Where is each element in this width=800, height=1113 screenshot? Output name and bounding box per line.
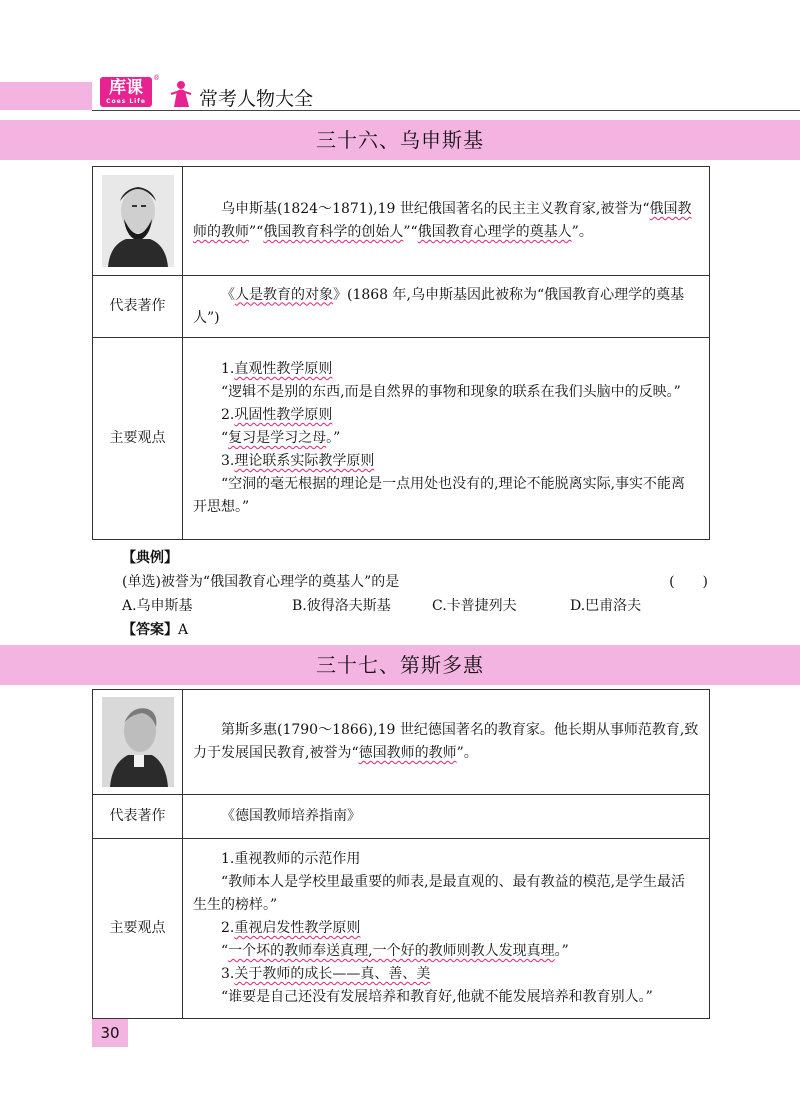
principle-num: 2.	[221, 920, 235, 936]
works-cell	[183, 276, 710, 338]
principle-1-quote: “逻辑不是别的东西,而是自然界的事物和现象的联系在我们头脑中的反映。”	[221, 384, 681, 400]
section-title: 三十六、乌申斯基	[316, 128, 484, 152]
works-post: 》(1868 年,乌申斯基因此被称为“俄国教育心理学的奠基人”)	[193, 286, 685, 326]
principle-2-highlight: 重视启发性教学原则	[234, 920, 361, 936]
principle-1-title	[193, 358, 699, 381]
portrait-ushinsky-image	[102, 175, 174, 267]
principle-2-title	[193, 917, 699, 940]
quote-post: 。”	[554, 943, 569, 959]
quote-highlight: 复习是学习之母	[228, 430, 327, 446]
principle-2-quote	[193, 427, 699, 450]
header-pink-tab	[0, 82, 92, 110]
header-title: 常考人物大全	[199, 88, 314, 110]
option-b: B.彼得洛夫斯基	[292, 598, 391, 614]
intro-highlight-2: 俄国教育科学的创始人	[263, 224, 404, 240]
intro-mid-1: ”“	[249, 224, 264, 240]
kuke-logo	[100, 77, 152, 107]
intro-text	[193, 198, 699, 244]
principle-2-title	[193, 404, 699, 427]
principle-3-title	[193, 963, 699, 986]
principle-1-title: 1.重视教师的示范作用	[221, 851, 361, 867]
quote-pre: “	[221, 943, 229, 959]
works-text: 《德国教师培养指南》	[221, 808, 361, 824]
option-c: C.卡普捷列夫	[432, 598, 517, 614]
intro-highlight-1: 俄国教师的教师	[193, 201, 692, 240]
figure-icon	[168, 80, 194, 108]
portrait-cell	[93, 167, 183, 276]
section-title-bar	[0, 645, 800, 685]
principle-3-quote: “空洞的毫无根据的理论是一点用处也没有的,理论不能脱离实际,事实不能离开思想。”	[193, 476, 686, 515]
principle-2-highlight: 巩固性教学原则	[234, 407, 333, 423]
header-rule	[92, 110, 800, 111]
portrait-cell	[93, 690, 183, 795]
intro-highlight: 德国教师的教师	[358, 745, 457, 761]
answer-label: 【答案】	[122, 622, 178, 638]
principle-num: 3.	[221, 966, 235, 982]
views-label: 主要观点	[93, 338, 183, 540]
quote-pre: “	[221, 430, 229, 446]
option-a: A.乌申斯基	[122, 598, 193, 614]
principle-3-highlight: 关于教师的成长——真、善、美	[234, 966, 431, 982]
works-pre: 《	[221, 286, 235, 303]
intro-post: ”。	[456, 745, 478, 761]
quote-highlight: 一个坏的教师奉送真理,一个好的教师则教人发现真理	[228, 943, 555, 959]
answer-value: A	[178, 622, 189, 638]
works-cell	[183, 795, 710, 839]
views-cell	[183, 338, 710, 540]
section-title-bar	[0, 120, 800, 160]
option-d: D.巴甫洛夫	[570, 598, 642, 614]
principle-num: 1.	[221, 361, 235, 377]
portrait-diesterweg-image	[102, 697, 174, 787]
person-card-diesterweg	[92, 689, 710, 1019]
example-question: (单选)被誉为“俄国教育心理学的奠基人”的是	[122, 574, 400, 590]
example-options	[122, 594, 712, 618]
registered-mark: ®	[153, 74, 160, 82]
example-label: 【典例】	[122, 550, 178, 566]
views-cell	[183, 839, 710, 1019]
principle-3-highlight: 理论联系实际教学原则	[234, 453, 375, 469]
person-card-ushinsky	[92, 166, 710, 540]
principle-num: 3.	[221, 453, 235, 469]
principle-2-quote	[193, 940, 699, 963]
works-label: 代表著作	[93, 276, 183, 338]
quote-post: 。”	[326, 430, 341, 446]
intro-cell	[183, 690, 710, 795]
intro-highlight-3: 俄国教育心理学的奠基人	[417, 224, 572, 240]
intro-mid-2: ”“	[403, 224, 418, 240]
intro-post: ”。	[571, 224, 593, 240]
principle-1-quote: “教师本人是学校里最重要的师表,是最直观的、最有教益的模范,是学生最活生生的榜样。”	[193, 874, 686, 913]
answer-row	[122, 618, 712, 642]
logo-sub: Coes Life	[106, 98, 146, 105]
section-title: 三十七、第斯多惠	[316, 653, 484, 677]
page-number: 30	[92, 1019, 128, 1047]
works-label: 代表著作	[93, 795, 183, 839]
answer-paren: ( )	[669, 574, 708, 590]
intro-pre: 第斯多惠(1790～1866),19 世纪德国著名的教育家。他长期从事师范教育,致力于发展国民教育,被誉为“	[193, 722, 699, 761]
works-text	[193, 284, 699, 330]
works-highlight: 人是教育的对象	[235, 286, 333, 303]
principle-3-title	[193, 450, 699, 473]
intro-cell	[183, 167, 710, 276]
principle-3-quote: “谁要是自己还没有发展培养和教育好,他就不能发展培养和教育别人。”	[221, 989, 653, 1005]
views-label: 主要观点	[93, 839, 183, 1019]
principle-num: 2.	[221, 407, 235, 423]
example-block	[122, 546, 712, 642]
principle-1-highlight: 直观性教学原则	[234, 361, 333, 377]
intro-pre: 乌申斯基(1824～1871),19 世纪俄国著名的民主主义教育家,被誉为“	[221, 201, 650, 217]
intro-text	[193, 719, 699, 765]
logo-text: 库课	[109, 78, 143, 98]
